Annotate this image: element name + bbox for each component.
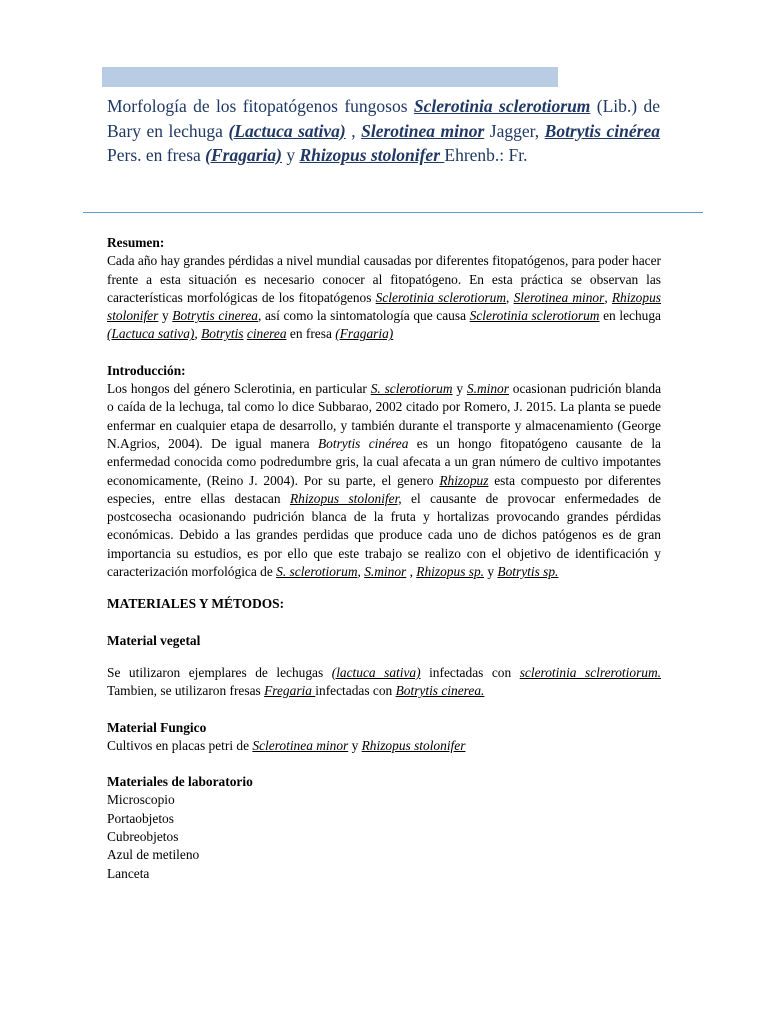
introduccion-heading: Introducción: (107, 362, 186, 378)
title-species-sclerotinia: Sclerotinia sclerotiorum (413, 96, 591, 116)
list-item: Microscopio (107, 792, 175, 808)
material-fungico-paragraph: Cultivos en placas petri de Sclerotinea minor y Rhizopus stolonifer (107, 737, 466, 753)
document-title: Morfología de los fitopatógenos fungosos Sclerotinia sclerotiorum (Lib.) de Bary en lechuga (Lactuca sativa) , Slerotinea minor Jagger, Botrytis cinérea Pers. en fresa (Fragaria) y Rhizopus stolonifer Ehrenb.: Fr. (107, 96, 660, 165)
list-item: Azul de metileno (107, 847, 200, 863)
title-species-lactuca: (Lactuca sativa) (228, 120, 346, 141)
title-species-rhizopus: Rhizopus stolonifer (299, 145, 445, 165)
materiales-heading: MATERIALES Y MÉTODOS: (107, 596, 285, 612)
resumen-heading: Resumen: (107, 235, 165, 250)
list-item: Portaobjetos (107, 810, 174, 826)
material-vegetal-heading: Material vegetal (107, 632, 201, 648)
introduccion-paragraph: Los hongos del género Sclerotinia, en particular S. sclerotiorum y S.minor ocasionan pudrición blanda o caída de la lechuga, tal como lo dice Subbarao, 2002 citado por Romero, J. 2015. La planta se puede enfermar en cualquier etapa de desarrollo, y también durante el transporte y almacenamiento (George N.Agrios, 2004). De igual manera Botrytis cinérea es un hongo fitopatógeno causante de la enfermedad conocida como podredumbre gris, la cual afecata a un gran número de cultivo impotantes economicamente, (Reino J. 2004). Por su parte, el genero Rhizopuz esta compuesto por diferentes especies, entre ellas destacan Rhizopus stolonifer, el causante de provocar enfermedades de postcosecha ocasionando pudrición blanca de la fruta y hortalizas provocando grandes pérdidas económicas. Debido a las grandes perdidas que produce cada uno de dichos patógenos es de gran importancia su estudios, es por ello que este trabajo se realizo con el objetivo de identificación y caracterización morfológica de S. sclerotiorum, S.minor , Rhizopus sp. y Botrytis sp. (107, 381, 662, 580)
lab-materials-list (107, 791, 661, 882)
title-species-fragaria: (Fragaria) (205, 145, 282, 165)
title-species-slerotinea: Slerotinea minor (361, 120, 485, 141)
list-item: Lanceta (107, 865, 150, 881)
header-band (102, 67, 558, 87)
document-body (107, 234, 661, 883)
material-vegetal-paragraph: Se utilizaron ejemplares de lechugas (lactuca sativa) infectadas con sclerotinia sclrerotiorum. Tambien, se utilizaron fresas Fregaria infectadas con Botrytis cinerea. (107, 664, 661, 699)
resumen-paragraph: Cada año hay grandes pérdidas a nivel mundial causadas por diferentes fitopatógenos, para poder hacer frente a esta situación es necesario conocer al fitopatógeno. En esta práctica se observan las características morfológicas de los fitopatógenos Sclerotinia sclerotiorum, Slerotinea minor, Rhizopus stolonifer y Botrytis cinerea, así como la sintomatología que causa Sclerotinia sclerotiorum en lechuga (Lactuca sativa), Botrytis cinerea en fresa (Fragaria) (107, 253, 662, 342)
list-item: Cubreobjetos (107, 829, 179, 845)
material-fungico-heading: Material Fungico (107, 719, 207, 735)
materiales-laboratorio-heading: Materiales de laboratorio (107, 774, 253, 790)
title-species-botrytis: Botrytis cinérea (544, 120, 660, 141)
title-divider (83, 212, 703, 213)
